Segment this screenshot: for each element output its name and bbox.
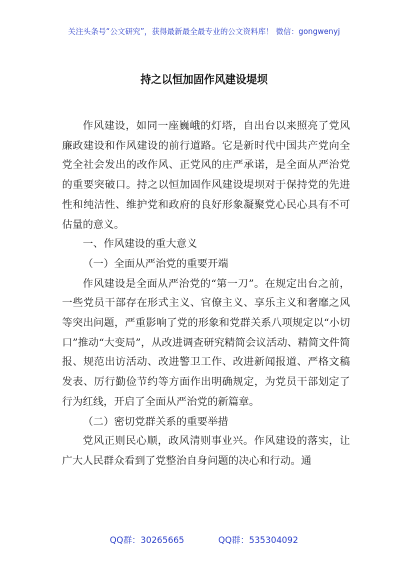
intro-paragraph: 作风建设，如同一座巍峨的灯塔，自出台以来照亮了党风廉政建设和作风建设的前行道路。它是新时代中国共产党向全党全社会发出的改作风、正党风的庄严承诺，是全面从严治党的重要突破口。持之以恒加固作风建设堤坝对于保持党的先进性和纯洁性、维护党和政府的良好形象凝聚党心民心具有不可估量的意义。 [62, 120, 350, 231]
section-heading-1: 一、作风建设的重大意义 [82, 238, 198, 251]
subsection-heading-2: （二）密切党群关系的重要举措 [82, 415, 229, 428]
subsection-paragraph-2: 党风正则民心顺，政风清则事业兴。作风建设的落实，让广大人民群众看到了党整治自身问题的决心和行动。通 [62, 435, 350, 467]
document-body [62, 117, 350, 472]
footer-qq-group-2: QQ群：535304092 [218, 536, 299, 546]
top-banner: 关注头条号“公文研究”，获得最新最全最专业的公文资料库！ 微信：gongwenyj [68, 27, 340, 36]
subsection-paragraph-1: 作风建设是全面从严治党的“第一刀”。在规定出台之前，一些党员干部存在形式主义、官僚主义、享乐主义和奢靡之风等突出问题，严重影响了党的形象和党群关系八项规定以“小切口”推动“大变局”，从改进调查研究精简会议活动、精简文件简报、规范出访活动、改进警卫工作、改进新闻报道、严格文稿发表、厉行勤俭节约等方面作出明确规定，为党员干部划定了行为红线，开启了全面从严治党的新篇章。 [62, 277, 350, 408]
footer [0, 534, 408, 546]
document-title: 持之以恒加固作风建设堤坝 [140, 74, 268, 86]
footer-qq-group-1: QQ群：30265665 [109, 536, 185, 546]
subsection-heading-1: （一）全面从严治党的重要开端 [82, 257, 229, 270]
